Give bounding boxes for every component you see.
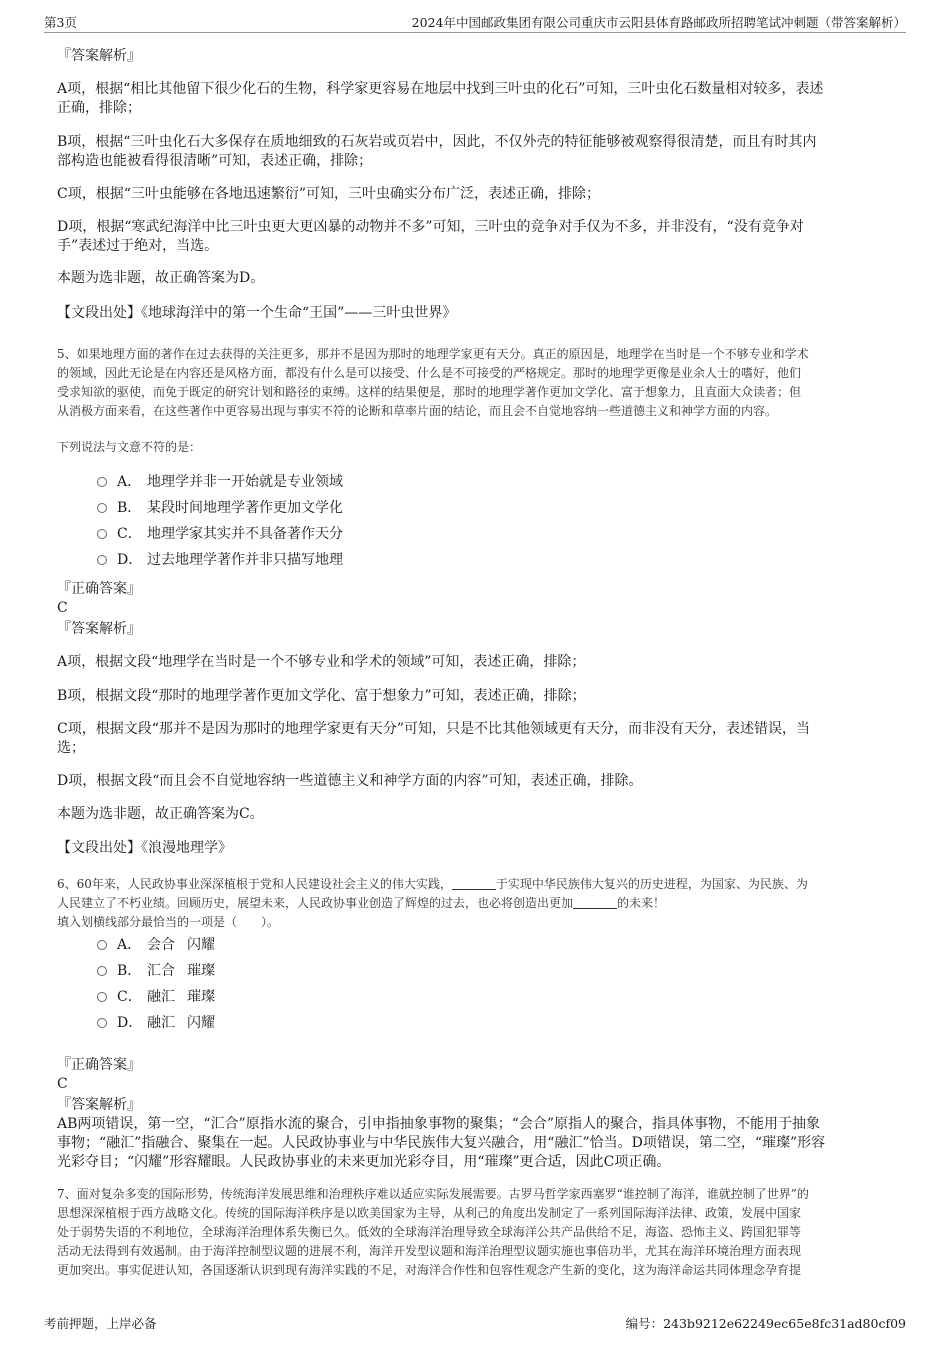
- q6-stem-line: 6、60年来，人民政协事业深深植根于党和人民建设社会主义的伟大实践， 于实现中华民族伟大复兴的历史进程，为国家、为民族、为: [57, 877, 808, 891]
- radio-icon[interactable]: [97, 555, 107, 565]
- q6-option-d[interactable]: D． 融汇 闪耀: [97, 1013, 215, 1033]
- q7-stem-line: 思想深深植根于西方战略文化。传统的国际海洋秩序是以欧美国家为主导，从利己的角度出发制定了一系列国际海洋法律、政策，发展中国家: [57, 1206, 802, 1220]
- correct-answer: C: [57, 600, 68, 616]
- radio-icon[interactable]: [97, 529, 107, 539]
- analysis-line: B项，根据文段“那时的地理学著作更加文学化、富于想象力”可知，表述正确，排除；: [57, 688, 586, 704]
- analysis-line: 正确，排除；: [57, 100, 141, 116]
- analysis-line: 事物；“融汇”指融合、聚集在一起。人民政协事业与中华民族伟大复兴融合，用“融汇”恰当。D项错误，第二空，“璀璨”形容: [57, 1135, 826, 1151]
- q5-option-d[interactable]: D． 过去地理学著作并非只描写地理: [97, 550, 343, 570]
- fill-blank: [573, 896, 617, 909]
- q5-option-b[interactable]: B． 某段时间地理学著作更加文学化: [97, 498, 343, 518]
- analysis-line: 部构造也能被看得很清晰”可知，表述正确，排除；: [57, 153, 373, 169]
- analysis-line: C项，根据“三叶虫能够在各地迅速繁衍”可知，三叶虫确实分布广泛，表述正确，排除；: [57, 186, 601, 202]
- footer-slogan: 考前押题，上岸必备: [44, 1316, 157, 1331]
- analysis-label: 『答案解析』: [57, 1097, 141, 1113]
- page-header: [44, 10, 906, 33]
- radio-icon[interactable]: [97, 992, 107, 1002]
- q5-option-c[interactable]: C． 地理学家其实并不具备著作天分: [97, 524, 343, 544]
- radio-icon[interactable]: [97, 477, 107, 487]
- q5-prompt: 下列说法与文意不符的是：: [57, 440, 202, 454]
- q6-option-b[interactable]: B． 汇合 璀璨: [97, 961, 215, 981]
- analysis-line: 手”表述过于绝对，当选。: [57, 238, 219, 254]
- analysis-line: AB两项错误，第一空，“汇合”原指水流的聚合，引申指抽象事物的聚集；“会合”原指人的聚合，指具体事物，不能用于抽象: [57, 1116, 821, 1132]
- answer-label: 『正确答案』: [57, 581, 141, 597]
- q5-stem-line: 5、如果地理方面的著作在过去获得的关注更多，那并不是因为那时的地理学家更有天分。真正的原因是，地理学在当时是一个不够专业和学术: [57, 347, 809, 361]
- analysis-line: 选；: [57, 740, 85, 756]
- document-id: 编号：243b9212e62249ec65e8fc31ad80cf09: [625, 1316, 906, 1331]
- q6-prompt: 填入划横线部分最恰当的一项是（ ）。: [57, 915, 280, 929]
- q5-option-a[interactable]: A． 地理学并非一开始就是专业领域: [97, 472, 343, 492]
- radio-icon[interactable]: [97, 503, 107, 513]
- source-citation: 【文段出处】《地球海洋中的第一个生命“王国”——三叶虫世界》: [57, 305, 457, 321]
- correct-answer: C: [57, 1076, 68, 1092]
- analysis-line: D项，根据“寒武纪海洋中比三叶虫更大更凶暴的动物并不多”可知，三叶虫的竞争对手仅为不多，并非没有，“没有竞争对: [57, 219, 804, 235]
- q5-stem-line: 从消极方面来看，在这些著作中更容易出现与事实不符的论断和草率片面的结论，而且会不自觉地容纳一些道德主义和神学方面的内容。: [57, 404, 778, 418]
- q6-option-a[interactable]: A． 会合 闪耀: [97, 935, 215, 955]
- analysis-line: A项，根据文段“地理学在当时是一个不够专业和学术的领域”可知，表述正确，排除；: [57, 654, 586, 670]
- analysis-line: C项，根据文段“那并不是因为那时的地理学家更有天分”可知，只是不比其他领域更有天分，而非没有天分，表述错误，当: [57, 721, 811, 737]
- analysis-line: D项，根据文段“而且会不自觉地容纳一些道德主义和神学方面的内容”可知，表述正确，排除。: [57, 773, 643, 789]
- analysis-line: 光彩夺目；“闪耀”形容耀眼。人民政协事业的未来更加光彩夺目，用“璀璨”更合适，因此C项正确。: [57, 1154, 671, 1170]
- radio-icon[interactable]: [97, 966, 107, 976]
- analysis-line: B项，根据“三叶虫化石大多保存在质地细致的石灰岩或页岩中，因此，不仅外壳的特征能够被观察得很清楚，而且有时其内: [57, 134, 817, 150]
- q5-stem-line: 的领域，因此无论是在内容还是风格方面，都没有什么是可以接受、什么是不可接受的严格规定。那时的地理学更像是业余人士的嗜好，他们: [57, 366, 802, 380]
- q7-stem-line: 活动无法得到有效遏制。由于海洋控制型议题的进展不利，海洋开发型议题和海洋治理型议题实施也事倍功半，尤其在海洋环境治理方面表现: [57, 1244, 802, 1258]
- page-number: 第3页: [44, 15, 77, 30]
- q6-option-c[interactable]: C． 融汇 璀璨: [97, 987, 215, 1007]
- radio-icon[interactable]: [97, 1018, 107, 1028]
- q7-stem-line: 7、面对复杂多变的国际形势，传统海洋发展思维和治理秩序难以适应实际发展需要。古罗马哲学家西塞罗“谁控制了海洋，谁就控制了世界”的: [57, 1187, 809, 1201]
- analysis-line: A项，根据“相比其他留下很少化石的生物，科学家更容易在地层中找到三叶虫的化石”可知，三叶虫化石数量相对较多，表述: [57, 81, 824, 97]
- analysis-conclusion: 本题为选非题，故正确答案为C。: [57, 806, 264, 822]
- source-citation: 【文段出处】《浪漫地理学》: [57, 840, 232, 856]
- fill-blank: [452, 877, 496, 890]
- document-title: 2024年中国邮政集团有限公司重庆市云阳县体育路邮政所招聘笔试冲刺题（带答案解析）: [411, 15, 906, 30]
- analysis-conclusion: 本题为选非题，故正确答案为D。: [57, 270, 265, 286]
- analysis-label: 『答案解析』: [57, 48, 141, 64]
- answer-label: 『正确答案』: [57, 1057, 141, 1073]
- analysis-label: 『答案解析』: [57, 621, 141, 637]
- q6-stem-line: 人民建立了不朽业绩。回顾历史，展望未来，人民政协事业创造了辉煌的过去，也必将创造出更加 的未来！: [57, 896, 666, 910]
- q7-stem-line: 更加突出。事实促进认知，各国逐渐认识到现有海洋实践的不足，对海洋合作性和包容性观念产生新的变化，这为海洋命运共同体理念孕育提: [57, 1263, 802, 1277]
- q7-stem-line: 处于弱势失语的不利地位，全球海洋治理体系失衡已久。低效的全球海洋治理导致全球海洋公共产品供给不足，海盗、恐怖主义、跨国犯罪等: [57, 1225, 802, 1239]
- q5-stem-line: 受求知欲的驱使，而免于既定的研究计划和路径的束缚。这样的结果便是，那时的地理学著作更加文学化、富于想象力，且直面大众读者；但: [57, 385, 802, 399]
- radio-icon[interactable]: [97, 940, 107, 950]
